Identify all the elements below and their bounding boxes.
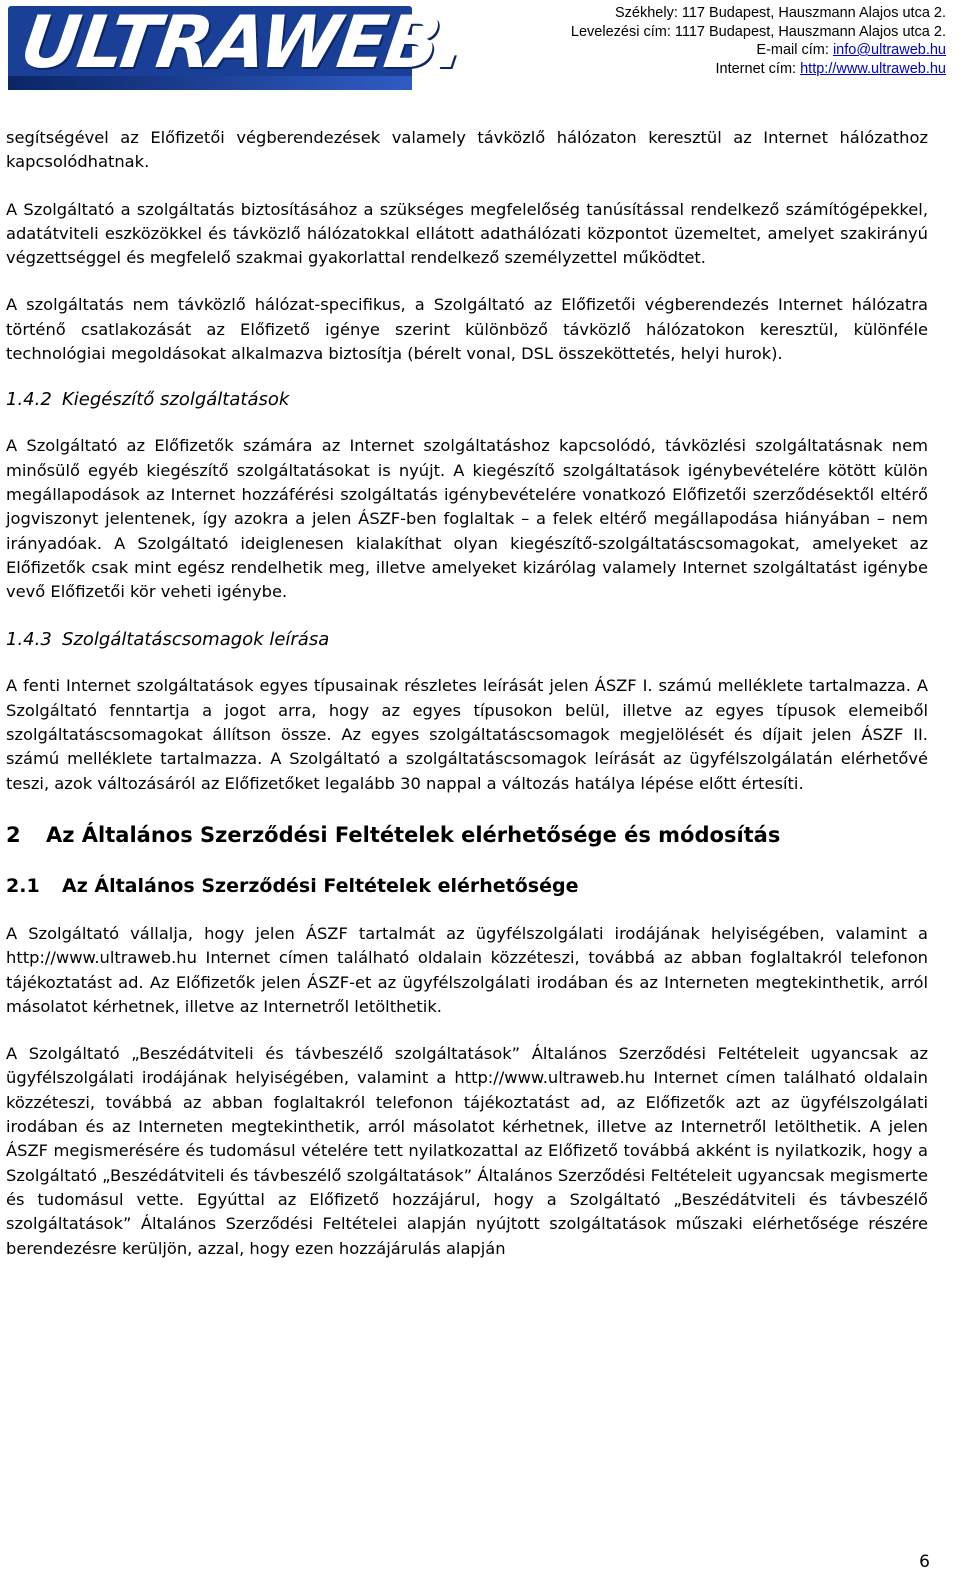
paragraph-availability: A Szolgáltató vállalja, hogy jelen ÁSZF tartalmát az ügyfélszolgálati irodájának helyiségében, valamint a http://www.ultraweb.hu Internet címen található oldalain közzéteszi, továbbá az abban foglaltakról telefonon tájékoztatást ad. Az Előfizetők jelen ÁSZF-et az ügyfélszolgálati irodában és az Interneten megtekinthetik, arról másolatot kérhetnek, illetve az Internetről letölthetik. <box>6 923 928 1016</box>
section-heading-1-4-3 <box>6 628 928 652</box>
web-label: Internet cím: <box>715 60 801 77</box>
page-header <box>0 0 960 100</box>
section-heading-1-4-2 <box>6 388 928 412</box>
seat-address: Székhely: 117 Budapest, Hauszmann Alajos utca 2. <box>614 5 946 21</box>
section-title: Az Általános Szerződési Feltételek elérhetősége <box>62 874 579 897</box>
paragraph-voice-terms: A Szolgáltató „Beszédátviteli és távbeszélő szolgáltatások” Általános Szerződési Feltételeit ugyancsak az ügyfélszolgálati irodájának helyiségében, valamint a http://www.ultraweb.hu Internet címen található oldalain közzéteszi, továbbá az abban foglaltakról telefonon tájékoztatást ad, az Előfizetők azt az ügyfélszolgálati irodában és az Interneten megtekinthetik, arról másolatot kérhetnek, illetve az Internetről letölthetik. A jelen ÁSZF megismerésére és tudomásul vételére tett nyilatkozattal az Előfizető továbbá akként is nyilatkozik, hogy a Szolgáltató „Beszédátviteli és távbeszélő szolgáltatások” Általános Szerződési Feltételeit ugyancsak megismerte és tudomásul vette. Egyúttal az Előfizető hozzájárul, hogy a Szolgáltató „Beszédátviteli és távbeszélő szolgáltatások” Általános Szerződési Feltételei alapján nyújtott szolgáltatások műszaki elérhetősége részére berendezésre kerüljön, azzal, hogy ezen hozzájárulás alapján <box>6 1044 928 1258</box>
section-heading-2-1 <box>6 873 928 899</box>
document-body <box>6 126 928 1261</box>
web-line <box>571 60 946 79</box>
contact-block <box>571 4 946 78</box>
section-title: Szolgáltatáscsomagok leírása <box>62 629 330 651</box>
section-title: Kiegészítő szolgáltatások <box>62 389 290 411</box>
chapter-number: 2 <box>6 822 21 847</box>
email-link[interactable]: info@ultraweb.hu <box>832 42 946 58</box>
paragraph-data-center: A Szolgáltató a szolgáltatás biztosításához a szükséges megfelelőség tanúsítással rendelkező számítógépekkel, adatátviteli eszközökkel és távközlő hálózatokkal ellátott adathálózati központot üzemeltet, amelyet szakirányú végzettséggel és megfelelő szakmai gyakorlattal rendelkező személyzettel működtet. <box>6 199 928 268</box>
paragraph-service-packages: A fenti Internet szolgáltatások egyes típusainak részletes leírását jelen ÁSZF I. számú melléklete tartalmazza. A Szolgáltató fenntartja a jogot arra, hogy az egyes típusokon belül, illetve az egyes típusok elemeiből szolgáltatáscsomagokat állítson össze. Az egyes szolgáltatáscsomagok megjelölését és díjait jelen ÁSZF II. számú melléklete tartalmazza. A Szolgáltató a szolgáltatáscsomagok leírását az ügyfélszolgálatán elérhetővé teszi, azok változásáról az Előfizetőket legalább 30 nappal a változás hatálya lépése előtt értesíti. <box>6 676 928 793</box>
email-label: E-mail cím: <box>756 42 833 58</box>
web-link[interactable]: http://www.ultraweb.hu <box>800 60 946 77</box>
paragraph-intro: segítségével az Előfizetői végberendezések valamely távközlő hálózaton keresztül az Internet hálózathoz kapcsolódhatnak. <box>6 128 928 172</box>
section-number: 1.4.2 <box>6 389 52 411</box>
email-line <box>571 41 946 60</box>
chapter-title: Az Általános Szerződési Feltételek elérhetősége és módosítás <box>46 822 781 847</box>
page-number: 6 <box>919 1552 930 1572</box>
ultraweb-logo <box>8 0 470 90</box>
chapter-heading-2 <box>6 822 928 848</box>
logo-text: ULTRAWEB. <box>16 0 470 84</box>
mailing-address: Levelezési cím: 1117 Budapest, Hauszmann Alajos utca 2. <box>570 23 946 40</box>
section-number: 1.4.3 <box>6 629 52 651</box>
paragraph-additional-services: A Szolgáltató az Előfizetők számára az Internet szolgáltatáshoz kapcsolódó, távközlési szolgáltatásnak nem minősülő egyéb kiegészítő szolgáltatásokat is nyújt. A kiegészítő szolgáltatások igénybevételére kötött külön megállapodások az Internet hozzáférési szolgáltatás igénybevételére vonatkozó Előfizetői szerződésektől eltérő jogviszonyt jelentenek, így azokra a jelen ÁSZF-ben foglaltak – a felek eltérő megállapodása hiányában – nem irányadóak. A Szolgáltató ideiglenesen kialakíthat olyan kiegészítő-szolgáltatáscsomagokat, amelyeket az Előfizetők csak mint egész rendelhetik meg, illetve amelyeket kizárólag valamely Internet szolgáltatást igénybe vevő Előfizetői kör veheti igénybe. <box>6 436 928 602</box>
section-number: 2.1 <box>6 874 40 897</box>
paragraph-network-independence: A szolgáltatás nem távközlő hálózat-specifikus, a Szolgáltató az Előfizetői végberendezés Internet hálózatra történő csatlakozását az Előfizető igénye szerint különböző távközlő hálózatokon keresztül, különféle technológiai megoldásokat alkalmazva biztosítja (bérelt vonal, DSL összeköttetés, helyi hurok). <box>6 295 928 364</box>
